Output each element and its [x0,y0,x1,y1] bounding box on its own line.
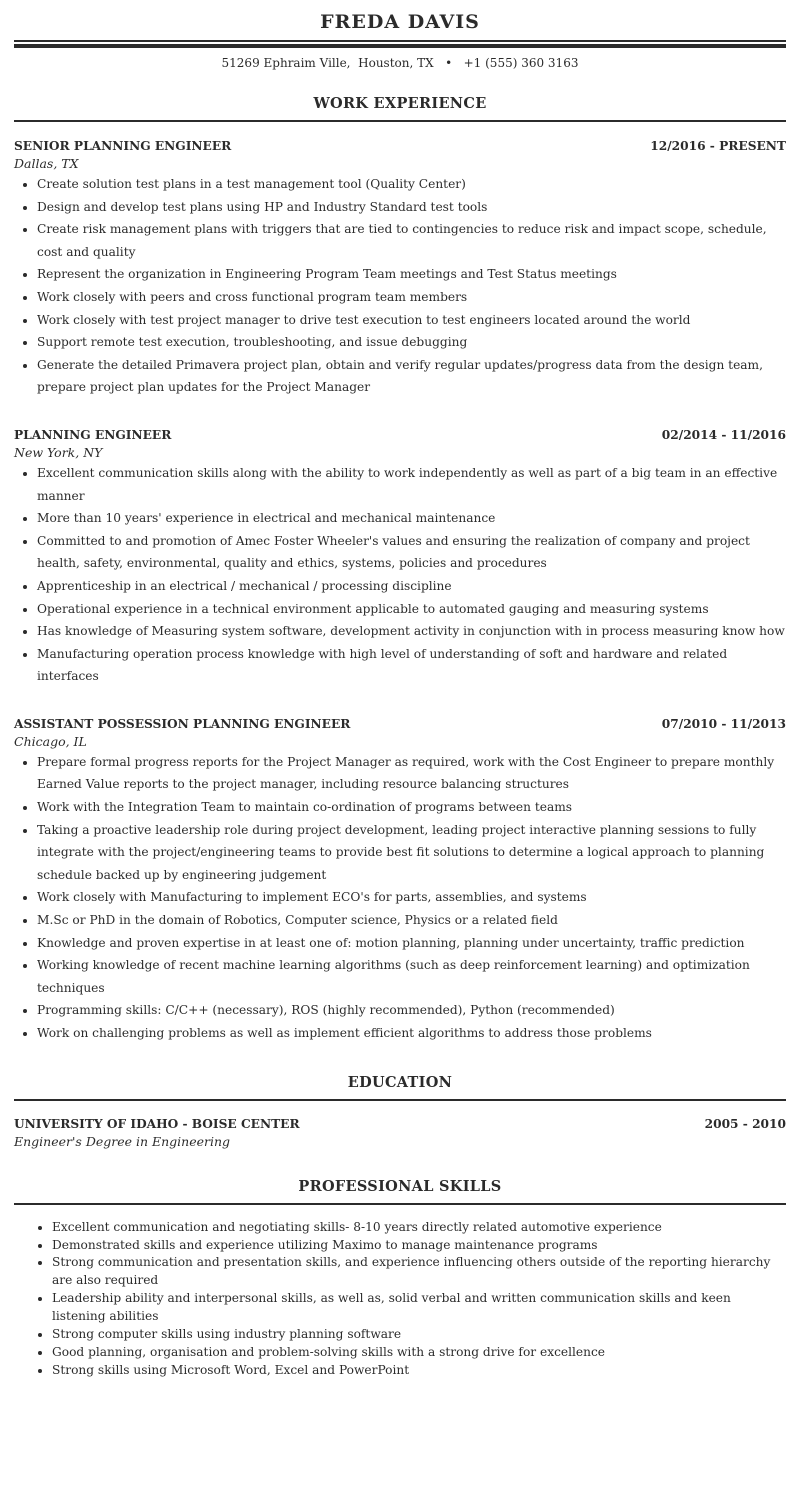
list-item: • Has knowledge of Measuring system software, development activity in conjunction with in process measuring know how [37,620,786,643]
job-location: New York, NY [14,444,103,460]
list-item: • Create risk management plans with triggers that are tied to contingencies to reduce risk and impact scope, schedule, cost and quality [37,218,786,263]
section-title-education: EDUCATION [347,1073,453,1091]
job-header [14,137,786,155]
list-item: • Knowledge and proven expertise in at least one of: motion planning, planning under uncertainty, traffic prediction [37,932,786,955]
list-item: • Work closely with Manufacturing to implement ECO's for parts, assemblies, and systems [37,886,786,909]
section-divider [14,120,786,122]
list-item: • Demonstrated skills and experience utilizing Maximo to manage maintenance programs [52,1237,786,1255]
job-dates: 07/2010 - 11/2013 [661,716,786,731]
skills-list [14,1219,786,1380]
education-entry [14,1115,786,1151]
list-item: • Committed to and promotion of Amec Foster Wheeler's values and ensuring the realization of company and project health, safety, environmental, quality and ethics, systems, policies and procedures [37,530,786,575]
job-header [14,715,786,733]
job-entry [14,715,786,1045]
list-item: • Leadership ability and interpersonal skills, as well as, solid verbal and written communication skills and keen listening abilities [52,1290,786,1326]
job-header [14,426,786,444]
education-header [14,1115,786,1133]
list-item: • Work with the Integration Team to maintain co-ordination of programs between teams [37,796,786,819]
list-item: • Manufacturing operation process knowledge with high level of understanding of soft and hardware and related interfaces [37,643,786,688]
resume-header [14,0,786,71]
job-dates: 02/2014 - 11/2016 [661,427,786,442]
section-title-work: WORK EXPERIENCE [313,95,487,112]
job-title: SENIOR PLANNING ENGINEER [14,139,232,153]
list-item: • Generate the detailed Primavera project plan, obtain and verify regular updates/progress data from the design team, prepare project plan updates for the Project Manager [37,354,786,399]
list-item: • Create solution test plans in a test management tool (Quality Center) [37,173,786,196]
list-item: • Work on challenging problems as well as implement efficient algorithms to address those problems [37,1022,786,1045]
list-item: • Support remote test execution, troubleshooting, and issue debugging [37,331,786,354]
resume-page [14,0,786,1380]
list-item: • Prepare formal progress reports for the Project Manager as required, work with the Cost Engineer to prepare monthly Earned Value reports to the project manager, including resource balancing structures [37,751,786,796]
contact-line: 51269 Ephraim Ville, Houston, TX • +1 (555) 360 3163 [221,56,579,70]
list-item: • Work closely with test project manager to drive test execution to test engineers located around the world [37,309,786,332]
list-item: • Design and develop test plans using HP and Industry Standard test tools [37,196,786,219]
skills-section [14,1177,786,1380]
job-dates: 12/2016 - PRESENT [650,139,786,153]
list-item: • More than 10 years' experience in electrical and mechanical maintenance [37,507,786,530]
list-item: • Operational experience in a technical environment applicable to automated gauging and measuring systems [37,598,786,621]
job-title: PLANNING ENGINEER [14,427,172,442]
list-item: • Good planning, organisation and problem-solving skills with a strong drive for excellence [52,1344,786,1362]
list-item: • Strong computer skills using industry planning software [52,1326,786,1344]
list-item: • Taking a proactive leadership role during project development, leading project interactive planning sessions to fully integrate with the project/engineering teams to provide best fit solutions to determine a logical approach to planning schedule backed up by engineering judgement [37,819,786,887]
header-divider [14,40,786,44]
list-item: • Strong communication and presentation skills, and experience influencing others outside of the reporting hierarchy are also required [52,1254,786,1290]
job-location: Chicago, IL [14,733,87,749]
work-experience-section [14,94,786,1045]
job-title: ASSISTANT POSSESSION PLANNING ENGINEER [14,716,351,731]
list-item: • Apprenticeship in an electrical / mechanical / processing discipline [37,575,786,598]
job-bullets [14,173,786,399]
list-item: • Work closely with peers and cross functional program team members [37,286,786,309]
section-divider [14,1099,786,1101]
section-divider [14,1203,786,1205]
degree: Engineer's Degree in Engineering [14,1133,231,1149]
list-item: • Excellent communication skills along with the ability to work independently as well as part of a big team in an effective manner [37,462,786,507]
list-item: • Excellent communication and negotiating skills- 8-10 years directly related automotive experience [52,1219,786,1237]
list-item: • M.Sc or PhD in the domain of Robotics, Computer science, Physics or a related field [37,909,786,932]
school-name: UNIVERSITY OF IDAHO - BOISE CENTER [14,1116,300,1131]
list-item: • Working knowledge of recent machine learning algorithms (such as deep reinforcement learning) and optimization techniques [37,954,786,999]
list-item: • Programming skills: C/C++ (necessary), ROS (highly recommended), Python (recommended) [37,999,786,1022]
education-section [14,1073,786,1151]
education-dates: 2005 - 2010 [704,1116,786,1131]
job-bullets [14,751,786,1045]
list-item: • Represent the organization in Engineering Program Team meetings and Test Status meetings [37,263,786,286]
candidate-name: FREDA DAVIS [320,11,480,33]
job-bullets [14,462,786,688]
job-location: Dallas, TX [14,156,79,171]
job-entry [14,137,786,399]
section-title-skills: PROFESSIONAL SKILLS [298,1177,502,1195]
list-item: • Strong skills using Microsoft Word, Excel and PowerPoint [52,1362,786,1380]
job-entry [14,426,786,688]
